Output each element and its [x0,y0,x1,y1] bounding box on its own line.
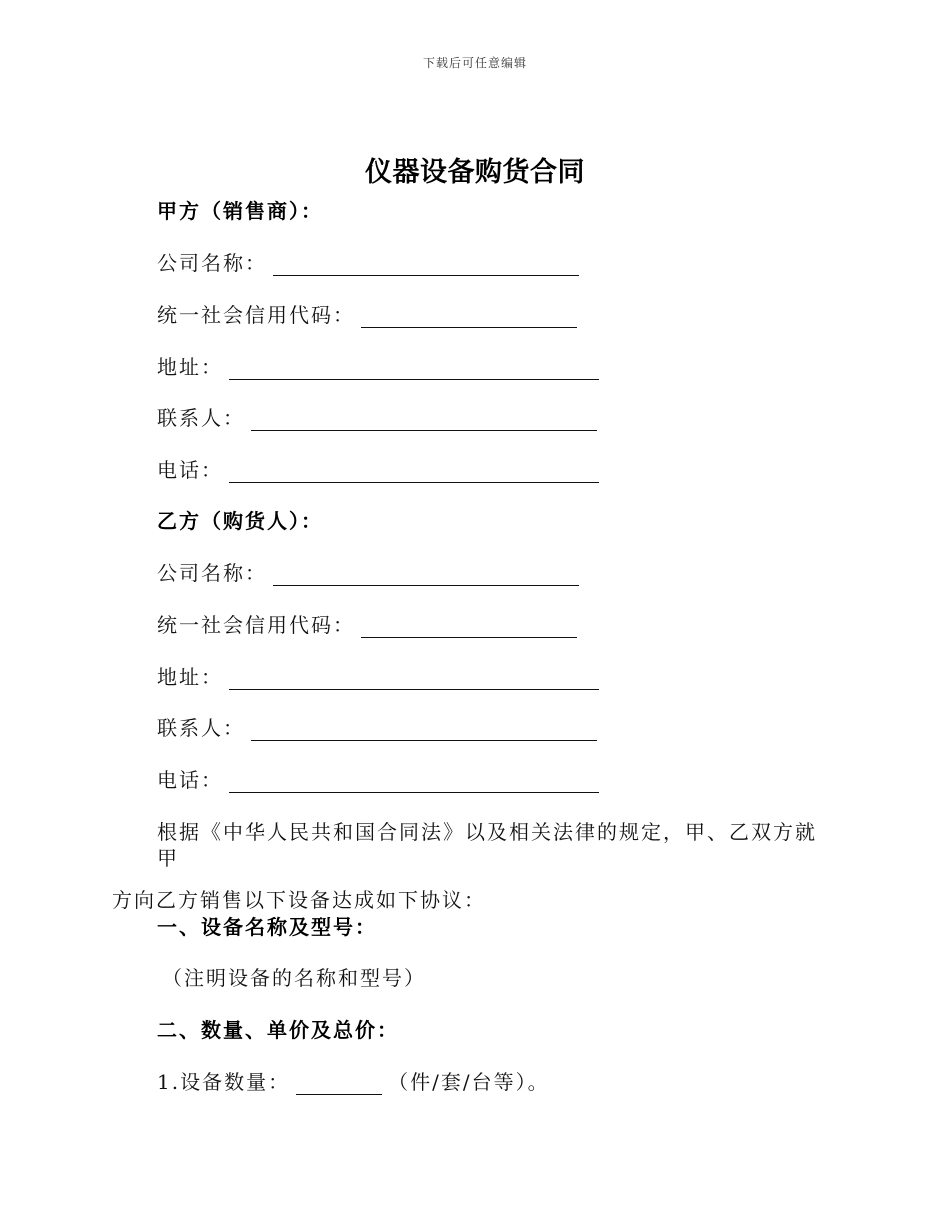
party-a-credit-code-blank[interactable] [361,305,577,328]
section-1-heading: 一、设备名称及型号： [157,915,377,939]
intro-line-2: 方向乙方销售以下设备达成如下协议： [112,888,486,912]
party-a-address-label: 地址： [157,355,223,379]
party-a-heading: 甲方（销售商）： [157,199,323,223]
party-a-contact-blank[interactable] [251,408,597,431]
party-b-phone-blank[interactable] [229,770,599,793]
party-a-company-label: 公司名称： [157,251,267,275]
party-b-contact-label: 联系人： [157,716,245,740]
item-1-suffix: （件/套/台等）。 [388,1070,550,1094]
party-b-company-blank[interactable] [273,563,579,586]
section-2-item-1-row [157,1069,550,1095]
party-a-phone-label: 电话： [157,458,223,482]
party-a-contact-label: 联系人： [157,406,245,430]
party-a-credit-code-row [157,302,577,328]
party-a-credit-code-label: 统一社会信用代码： [157,303,355,327]
party-b-credit-code-blank[interactable] [361,615,577,638]
party-a-company-blank[interactable] [273,253,579,276]
item-1-label: 1.设备数量： [157,1070,291,1094]
party-b-contact-row [157,715,597,741]
intro-paragraph [112,819,832,913]
party-b-phone-label: 电话： [157,768,223,792]
party-a-phone-blank[interactable] [229,460,599,483]
intro-line-1: 根据《中华人民共和国合同法》以及相关法律的规定，甲、乙双方就甲 [157,820,817,870]
party-b-phone-row [157,767,599,793]
party-b-address-label: 地址： [157,665,223,689]
header-note: 下载后可任意编辑 [422,56,527,70]
document-title: 仪器设备购货合同 [365,157,585,188]
party-a-phone-row [157,457,599,483]
party-b-company-label: 公司名称： [157,561,267,585]
party-b-contact-blank[interactable] [251,718,597,741]
section-2-heading: 二、数量、单价及总价： [157,1018,399,1042]
party-b-credit-code-label: 统一社会信用代码： [157,613,355,637]
party-a-address-blank[interactable] [229,357,599,380]
item-1-quantity-blank[interactable] [296,1072,382,1095]
party-b-address-blank[interactable] [229,667,599,690]
party-a-address-row [157,354,599,380]
party-b-heading: 乙方（购货人）： [157,509,323,533]
section-1-note: （注明设备的名称和型号） [162,966,426,990]
party-b-credit-code-row [157,612,577,638]
party-b-company-row [157,560,579,586]
party-b-address-row [157,664,599,690]
party-a-contact-row [157,405,597,431]
party-a-company-row [157,250,579,276]
